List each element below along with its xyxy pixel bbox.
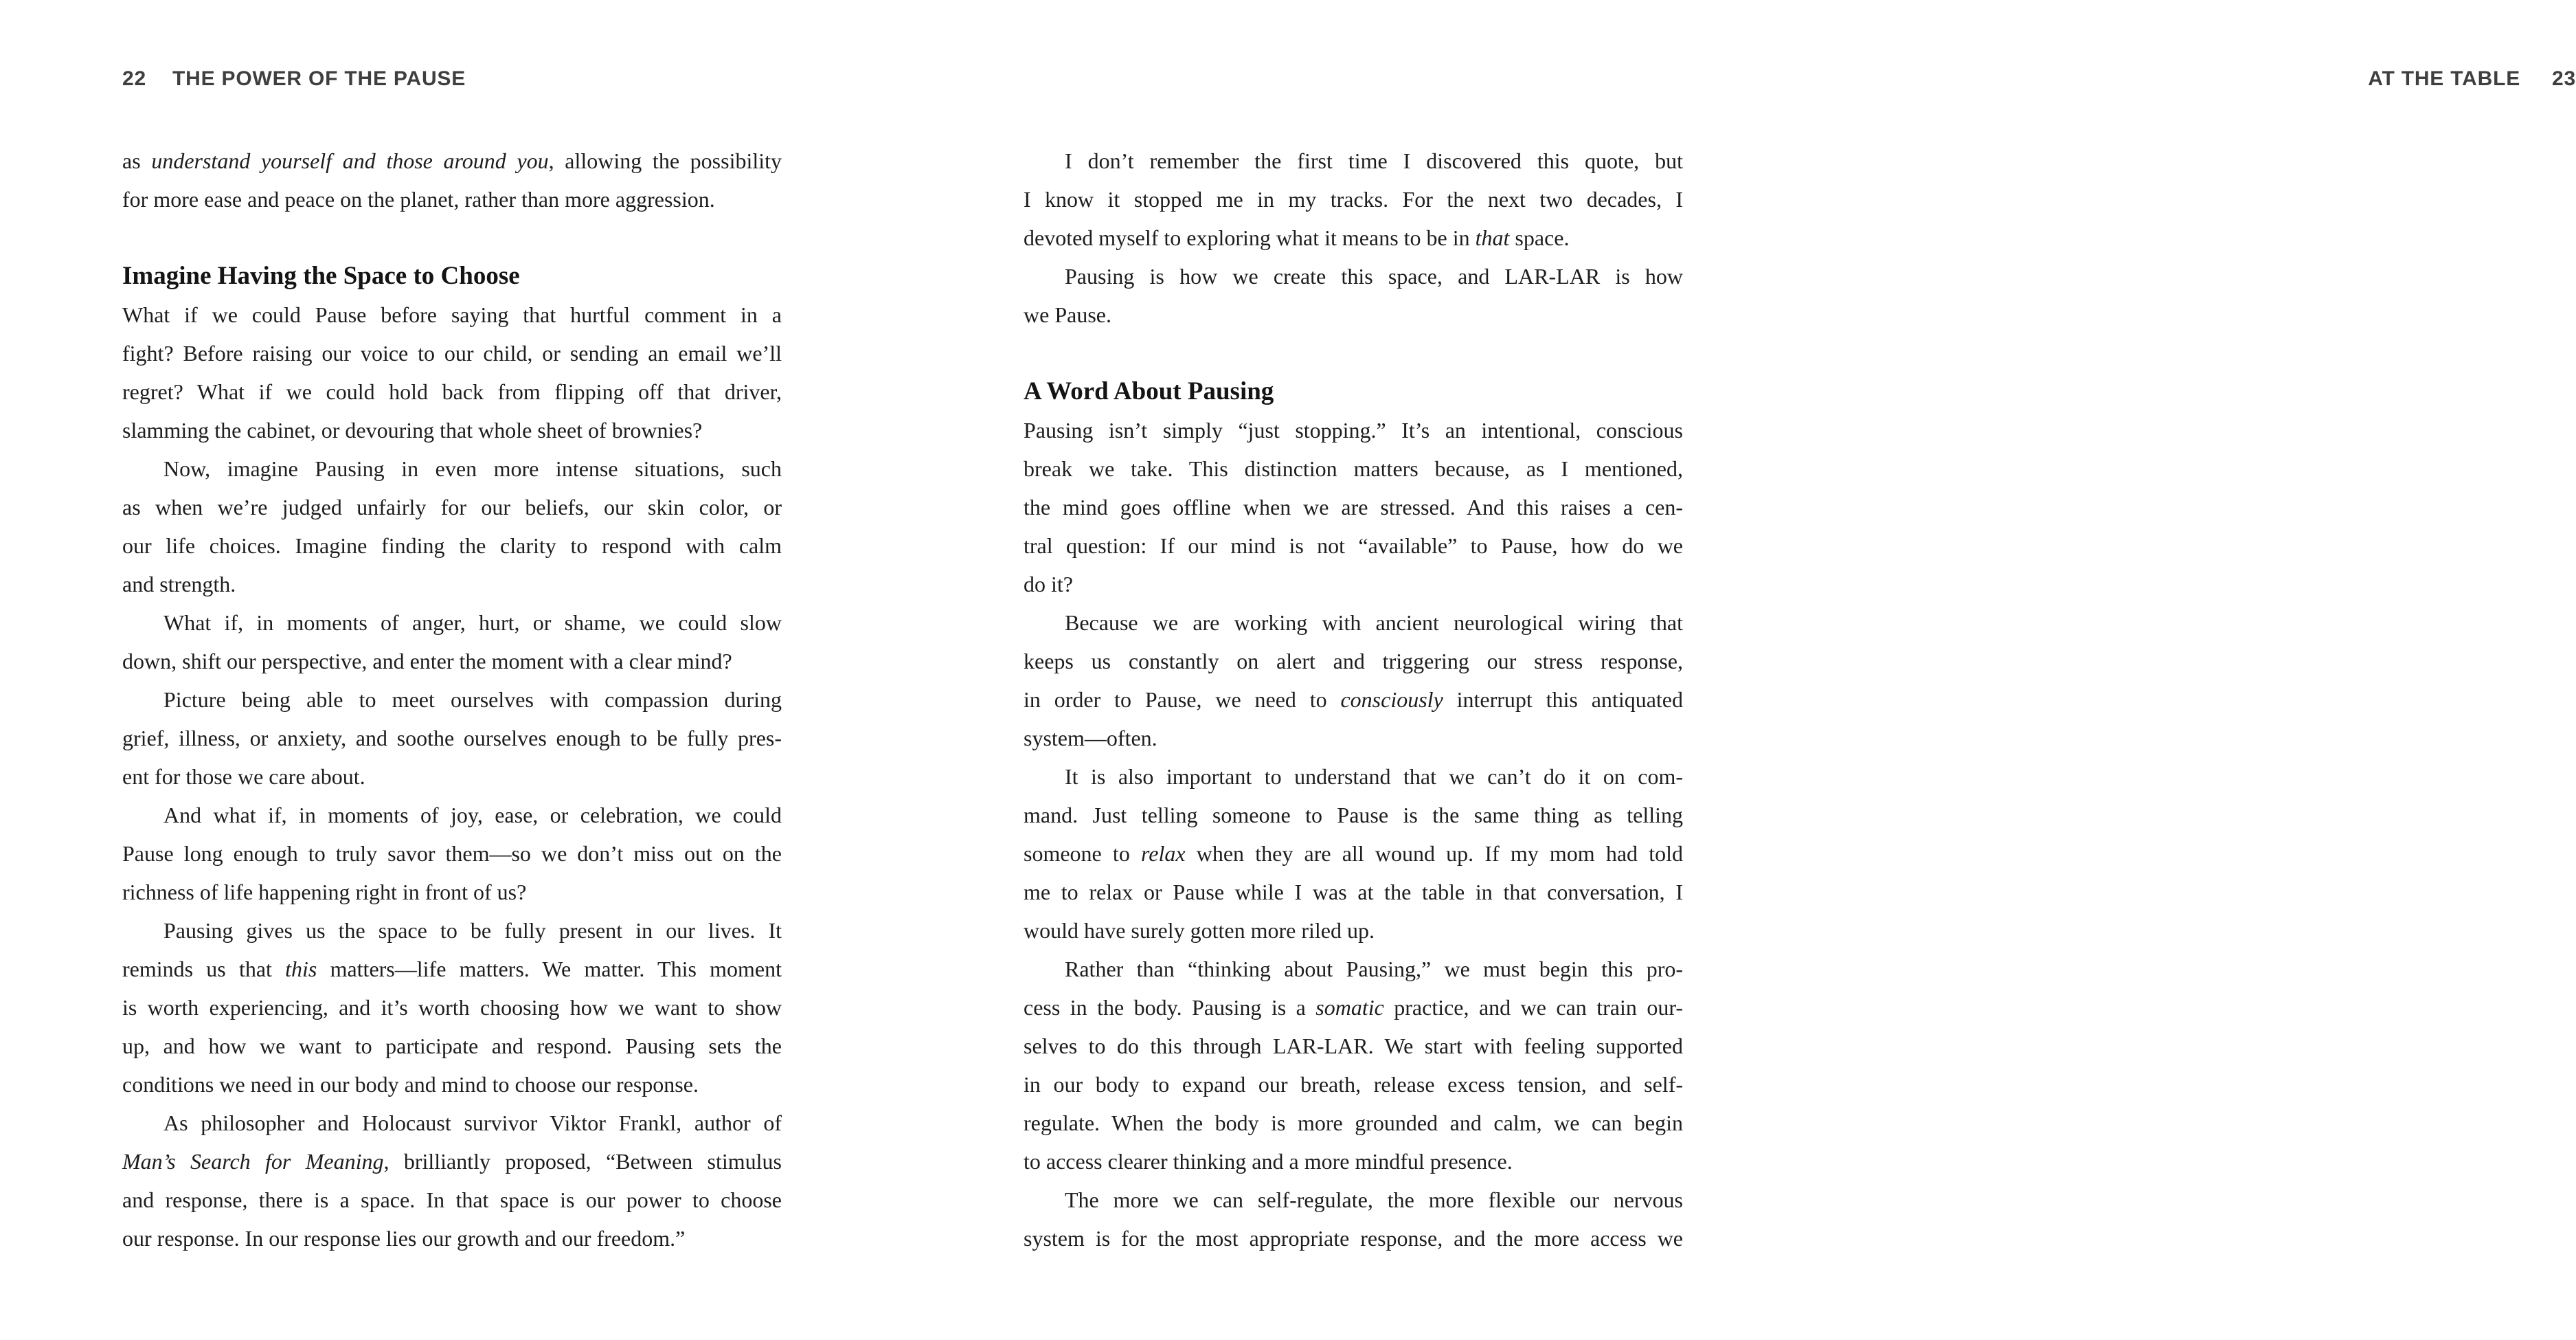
text-line: The more we can self-regulate, the more flexible our nervous: [1065, 1187, 1683, 1212]
section-heading: A Word About Pausing: [1024, 377, 1274, 405]
text-line: me to relax or Pause while I was at the table in that conversation, I: [1024, 880, 1683, 904]
text-line: devoted myself to exploring what it means to be in that space.: [1024, 225, 1570, 250]
text-line: And what if, in moments of joy, ease, or celebration, we could: [163, 803, 782, 827]
text-line: our response. In our response lies our growth and our freedom.”: [122, 1226, 686, 1251]
running-head-right: [1917, 67, 2576, 91]
text-line: someone to relax when they are all wound up. If my mom had told: [1024, 841, 1684, 866]
section-heading: Imagine Having the Space to Choose: [122, 262, 520, 290]
text-column-right: [1024, 142, 1683, 1258]
text-line: reminds us that this matters—life matters. We matter. This moment: [122, 957, 782, 981]
text-line: would have surely gotten more riled up.: [1024, 918, 1375, 943]
text-line: Pausing gives us the space to be fully present in our lives. It: [163, 918, 782, 943]
text-line: regulate. When the body is more grounded and calm, we can begin: [1024, 1110, 1683, 1135]
text-line: our life choices. Imagine finding the clarity to respond with calm: [122, 533, 782, 558]
text-line: for more ease and peace on the planet, rather than more aggression.: [122, 187, 715, 212]
text-line: grief, illness, or anxiety, and soothe ourselves enough to be fully pres-: [122, 726, 782, 750]
text-line: down, shift our perspective, and enter the moment with a clear mind?: [122, 649, 732, 673]
text-line: tral question: If our mind is not “available” to Pause, how do we: [1024, 533, 1683, 558]
text-line: cess in the body. Pausing is a somatic practice, and we can train our-: [1024, 995, 1684, 1020]
text-line: Rather than “thinking about Pausing,” we must begin this pro-: [1065, 957, 1683, 981]
text-line: As philosopher and Holocaust survivor Viktor Frankl, author of: [163, 1110, 782, 1135]
text-line: Pause long enough to truly savor them—so we don’t miss out on the: [122, 841, 782, 866]
text-line: do it?: [1024, 572, 1073, 596]
text-line: Now, imagine Pausing in even more intense situations, such: [163, 456, 782, 481]
text-line: system—often.: [1024, 726, 1157, 750]
text-line: Picture being able to meet ourselves with compassion during: [163, 687, 782, 712]
text-line: in order to Pause, we need to consciously interrupt this antiquated: [1024, 687, 1683, 712]
text-line: to access clearer thinking and a more mindful presence.: [1024, 1149, 1513, 1174]
text-line: and strength.: [122, 572, 236, 596]
text-line: What if we could Pause before saying that hurtful comment in a: [122, 302, 782, 327]
text-line: Pausing isn’t simply “just stopping.” It’s an intentional, conscious: [1024, 418, 1683, 443]
running-head-title-right: AT THE TABLE: [2368, 67, 2521, 90]
text-line: is worth experiencing, and it’s worth choosing how we want to show: [122, 995, 782, 1020]
text-line: mand. Just telling someone to Pause is the same thing as telling: [1024, 803, 1683, 827]
text-line: It is also important to understand that we can’t do it on com-: [1065, 764, 1683, 789]
text-line: fight? Before raising our voice to our child, or sending an email we’ll: [122, 341, 782, 366]
text-line: I know it stopped me in my tracks. For the next two decades, I: [1024, 187, 1683, 212]
text-line: Pausing is how we create this space, and LAR-LAR is how: [1065, 264, 1683, 289]
text-line: and response, there is a space. In that space is our power to choose: [122, 1187, 782, 1212]
text-line: slamming the cabinet, or devouring that whole sheet of brownies?: [122, 418, 703, 443]
text-line: ent for those we care about.: [122, 764, 365, 789]
text-line: What if, in moments of anger, hurt, or shame, we could slow: [163, 610, 782, 635]
page-number-right: 23: [2552, 67, 2576, 90]
text-line: in our body to expand our breath, release excess tension, and self-: [1024, 1072, 1683, 1097]
text-line: keeps us constantly on alert and triggering our stress response,: [1024, 649, 1683, 673]
text-line: Because we are working with ancient neurological wiring that: [1065, 610, 1683, 635]
text-line: I don’t remember the first time I discovered this quote, but: [1065, 148, 1683, 173]
text-line: richness of life happening right in front of us?: [122, 880, 527, 904]
running-head-left: [122, 67, 466, 91]
text-line: as when we’re judged unfairly for our beliefs, our skin color, or: [122, 495, 782, 520]
text-column-left: [122, 142, 782, 1258]
text-line: selves to do this through LAR-LAR. We start with feeling supported: [1024, 1034, 1683, 1058]
running-head-title-left: THE POWER OF THE PAUSE: [172, 67, 466, 90]
text-line: as understand yourself and those around you, allowing the possibility: [122, 148, 782, 173]
text-line: the mind goes offline when we are stressed. And this raises a cen-: [1024, 495, 1683, 520]
text-line: system is for the most appropriate response, and the more access we: [1024, 1226, 1683, 1251]
text-line: break we take. This distinction matters because, as I mentioned,: [1024, 456, 1683, 481]
text-line: we Pause.: [1024, 302, 1111, 327]
page-number-left: 22: [122, 67, 146, 90]
text-line: conditions we need in our body and mind to choose our response.: [122, 1072, 699, 1097]
text-line: up, and how we want to participate and respond. Pausing sets the: [122, 1034, 782, 1058]
text-line: regret? What if we could hold back from flipping off that driver,: [122, 379, 782, 404]
text-line: Man’s Search for Meaning, brilliantly proposed, “Between stimulus: [122, 1149, 782, 1174]
